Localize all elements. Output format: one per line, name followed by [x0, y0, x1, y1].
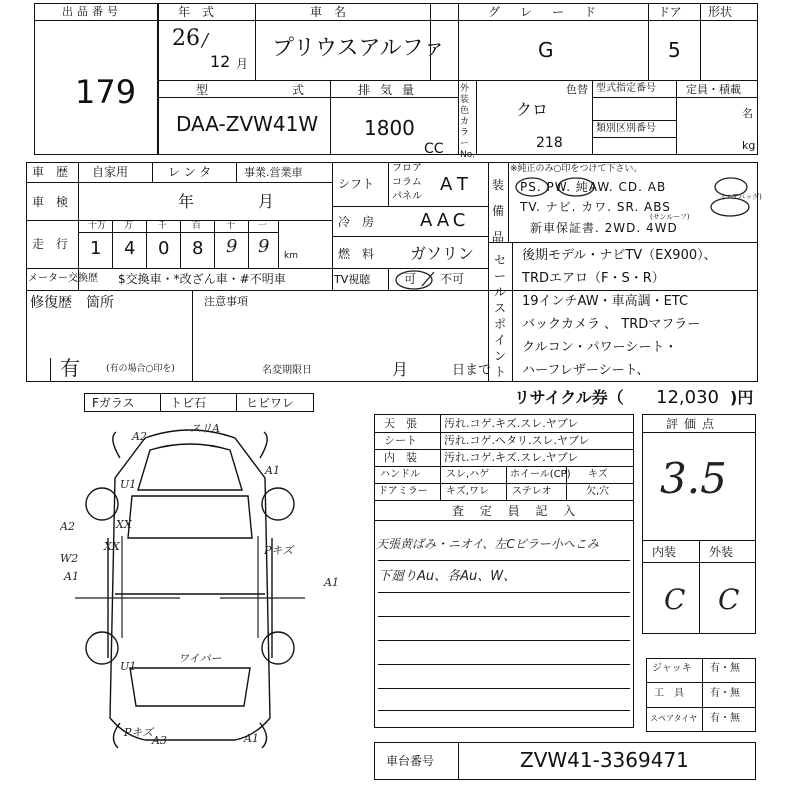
model-label: 型 式 [196, 83, 341, 97]
tv-yes-circle-mark [392, 268, 444, 292]
diagram-marks [60, 422, 339, 747]
history-private: 自家用 [92, 165, 129, 179]
mark-right-door: Pキズ [264, 544, 294, 557]
year-value: 26 [172, 26, 200, 51]
shape-label: 形状 [708, 5, 733, 19]
mileage-digit-0: 1 [90, 238, 102, 259]
inspector-note-line2: 下廻りAu、各Au、W、 [378, 569, 517, 584]
km-unit: km [284, 251, 298, 261]
tool-spare-value: 有・無 [710, 713, 740, 724]
exterior-grade-label: 外装 [709, 545, 734, 559]
cond-handle-label: ハンドル [380, 469, 420, 480]
tool-spare-label: スペアタイヤ [650, 714, 698, 723]
model-code: DAA-ZVW41W [176, 112, 319, 136]
mark-hood-left: U1 [120, 478, 137, 491]
mark-right-fender: A1 [265, 464, 280, 477]
grade-label: グレード [488, 5, 617, 19]
fuel-label: 燃 料 [338, 247, 375, 261]
cond-wheel-value: キズ [588, 469, 608, 480]
ac-value: AAC [420, 210, 470, 231]
mark-wiper: ワイパー [178, 652, 222, 665]
equipment-row3: 新車保証書. 2WD. 4WD [530, 221, 678, 235]
inspection-year-unit: 年 [178, 192, 195, 211]
deadline-label: 名変期限日 [262, 365, 312, 376]
chassis-number: ZVW41-3369471 [520, 748, 689, 772]
cond-wheel-label: ホイール(CP) [510, 469, 571, 480]
car-name: プリウスアルファ [272, 36, 446, 61]
tool-kit-value: 有・無 [710, 688, 740, 699]
repair-note: (有の場合○印を) [106, 364, 175, 374]
sales-point: バックカメラ 、 TRDマフラー [522, 317, 701, 332]
mileage-place-4: 十 [226, 221, 236, 231]
color-change-label: 色替 [566, 83, 588, 96]
deadline-month: 月 [392, 360, 409, 379]
equipment-sunroof-note: (サンルーフ) [650, 213, 690, 221]
repair-label: 修復歴 箇所 [30, 295, 114, 311]
shift-value: AT [440, 174, 474, 195]
inspection-month-unit: 月 [258, 192, 275, 211]
mark-right-side: A1 [324, 576, 339, 589]
mileage-digit-3: 8 [192, 238, 204, 259]
glass-chip: トビ石 [170, 396, 207, 410]
mileage-digit-1: 4 [124, 238, 136, 259]
capacity-unit: 名 [742, 107, 753, 120]
equipment-circle-marks [512, 172, 762, 218]
history-business: 事業.営業車 [244, 166, 303, 179]
doors-value: 5 [668, 38, 681, 62]
equipment-row1: PS. PW. 純AW. CD. AB [520, 180, 667, 194]
mileage-digit-2: 0 [158, 238, 170, 259]
mileage-place-2: 千 [158, 221, 168, 231]
type-spec-label: 型式指定番号 [596, 83, 656, 94]
cond-mirror-value: キズ,ワレ [446, 486, 489, 497]
equipment-note: ※純正のみ○印をつけて下さい。 [510, 164, 643, 174]
cond-stereo-value: 欠,穴 [586, 486, 610, 497]
year-label: 年 式 [178, 5, 215, 19]
fuel-value: ガソリン [410, 244, 475, 263]
sales-point: TRDエアロ（F・S・R） [522, 271, 665, 286]
sales-point: 後期モデル・ナビTV（EX900）、 [522, 248, 717, 263]
mileage-digit-5: 9 [258, 236, 270, 257]
mark-rear-bumper-left: Pキズ [124, 726, 154, 739]
mileage-label: 走 行 [32, 237, 69, 251]
mark-rear-right: A1 [244, 732, 259, 745]
exterior-color-label: 外装色カラーNo. [460, 84, 475, 160]
sales-point: ハーフレザーシート、 [522, 363, 650, 378]
grade-value: G [538, 38, 554, 62]
mark-left-fender: A2 [60, 520, 75, 533]
inspection-label: 車 検 [32, 195, 69, 209]
displacement-value: 1800 [364, 116, 415, 140]
recycle-amount: 12,030 [656, 387, 719, 408]
history-rental: レンタ [168, 165, 216, 179]
tv-label: TV視聴 [334, 273, 371, 286]
capacity-label: 定員・積載 [686, 83, 741, 96]
sales-point: 19インチAW・車高調・ETC [522, 294, 689, 309]
color-value: クロ [516, 100, 549, 119]
sales-points-label: セールスポイント [494, 253, 507, 379]
doors-label: ドア [658, 5, 682, 19]
score-value: 3.5 [660, 454, 727, 503]
cc-unit: CC [424, 141, 444, 157]
meter-exchange-notes: $交換車・*改ざん車・#不明車 [118, 272, 286, 286]
sales-points-list [522, 244, 717, 382]
glass-front: Fガラス [92, 396, 135, 410]
mark-front-left: A2 [132, 430, 147, 443]
repair-value: 有 [60, 356, 80, 380]
equipment-row2: TV. ナビ. カワ. SR. ABS [520, 200, 671, 214]
recycle-unit: )円 [730, 388, 754, 407]
car-damage-diagram [60, 418, 360, 758]
history-label: 車 歴 [32, 165, 69, 179]
tv-yes: 可 [404, 272, 417, 286]
mileage-place-0: 十万 [88, 221, 107, 231]
lot-number: 179 [75, 73, 137, 111]
exterior-grade: C [718, 583, 740, 616]
cond-value-ceiling: 汚れ.コゲ.キズ.スレ.ヤブレ [444, 417, 579, 430]
deadline-day: 日まで [452, 363, 492, 378]
notes-label: 注意事項 [204, 295, 248, 308]
mark-left-door-1: XX [116, 518, 132, 531]
mark-top: スリA [190, 422, 220, 435]
displacement-label: 排気量 [358, 83, 425, 97]
cond-label-ceiling: 天 張 [384, 417, 417, 430]
color-number: 218 [536, 135, 563, 151]
mark-left-door-3: W2 [60, 552, 79, 565]
meter-exchange-label: メーター交換歴 [28, 273, 98, 284]
cond-value-seat: 汚れ.コゲ.ヘタリ.スレ.ヤブレ [444, 434, 590, 447]
ac-label: 冷 房 [338, 215, 375, 229]
cond-handle-value: スレ,ハゲ [446, 469, 490, 480]
mileage-place-5: 一 [258, 221, 268, 231]
tool-kit-label: 工 具 [654, 688, 684, 699]
cond-value-interior: 汚れ.コゲ.キズ.スレ.ヤブレ [444, 451, 579, 464]
mark-left-door-2: XX [104, 540, 120, 553]
mark-left-door-4: A1 [64, 570, 79, 583]
cond-label-seat: シート [384, 434, 417, 447]
car-name-label: 車 名 [310, 5, 347, 19]
recycle-label: リサイクル券（ [514, 388, 624, 407]
cond-mirror-label: ドアミラー [378, 486, 428, 497]
inspector-label: 査 定 員 記 入 [452, 504, 582, 518]
interior-grade: C [664, 583, 686, 616]
glass-crack: ヒビワレ [246, 396, 295, 410]
score-label: 評価点 [666, 417, 721, 431]
tv-no: 不可 [440, 272, 465, 286]
category-label: 類別区別番号 [596, 123, 656, 134]
chassis-label: 車台番号 [386, 754, 435, 768]
tool-jack-value: 有・無 [710, 663, 740, 674]
mileage-place-3: 百 [192, 221, 202, 231]
mark-rear-left: U1 [120, 660, 137, 673]
month-value: 12 [210, 52, 231, 71]
inspector-note-line1: 天張黄ばみ・ニオイ、左Cピラー小へこみ [376, 537, 599, 551]
cond-label-interior: 内 装 [384, 451, 417, 464]
month-unit: 月 [236, 57, 249, 71]
interior-grade-label: 内装 [652, 545, 677, 559]
cond-stereo-label: ステレオ [512, 486, 552, 497]
lot-number-label: 出品番号 [62, 5, 122, 18]
sales-point: クルコン・パワーシート・ [522, 340, 678, 355]
shift-option-column: コラム [392, 177, 422, 188]
mileage-digit-4: 9 [226, 236, 238, 257]
load-unit: kg [742, 139, 756, 152]
shift-label: シフト [338, 177, 375, 191]
mileage-place-1: 万 [124, 221, 134, 231]
tool-jack-label: ジャッキ [652, 663, 692, 674]
equipment-airbag-note: (エアバッグ) [722, 193, 762, 201]
shift-option-floor: フロア [392, 163, 422, 174]
equipment-label: 装備品 [492, 178, 505, 244]
mark-rear-bumper-center: A3 [152, 734, 167, 747]
shift-option-panel: パネル [392, 191, 422, 202]
